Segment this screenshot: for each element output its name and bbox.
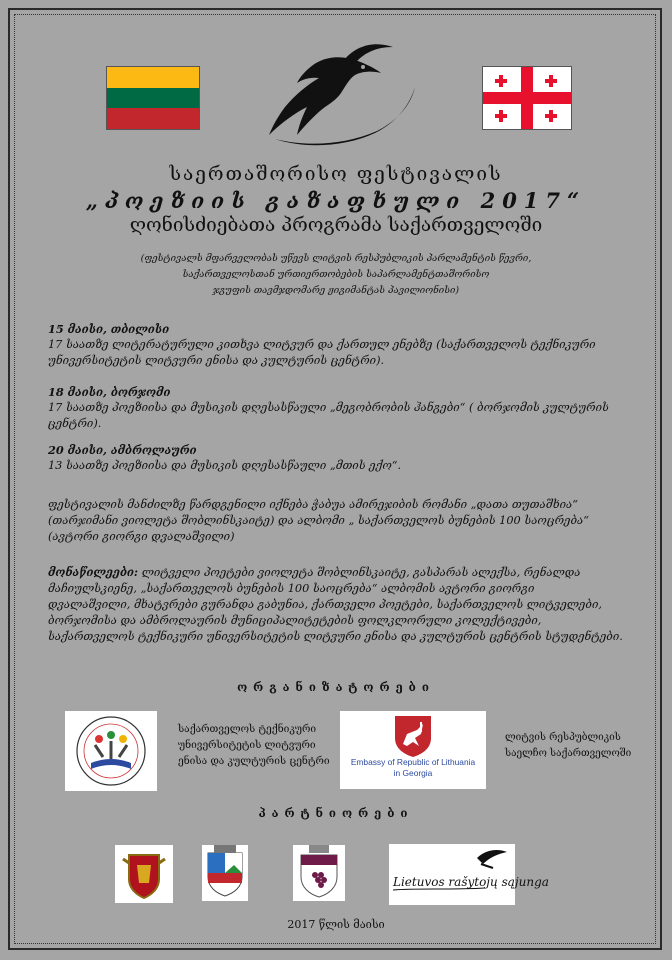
lithuania-flag — [106, 66, 200, 130]
flag-stripe-yellow — [107, 67, 199, 88]
flag-stripe-red — [107, 108, 199, 129]
vytis-coat-of-arms-icon — [393, 714, 433, 758]
writers-union-logo — [389, 844, 549, 905]
event-heading: 18 მაისი, ბორჯომი — [48, 385, 171, 399]
patronage-note: (ფესტივალს მფარველობას უწევს ლიტვის რესპუბლიკის პარლამენტის წევრი, საქართველოსთან ურთიერთობების საპარლამენტთაშორისო ჯგუფის თავმჯდომარე ჟიგიმანტას პავილიონისი) — [140, 253, 532, 296]
georgia-flag — [482, 66, 572, 130]
event-borjomi: 18 მაისი, ბორჯომი 17 საათზე პოეზიისა და მუსიკის დღესასწაული „მეგობრობის ჰანგები“ ( ბორჯომის კულტურის ცენტრი). — [48, 384, 638, 432]
book-presentation: ფესტივალის მანძილზე წარდგენილი იქნება ჭაბუა ამირეჯიბის რომანი „დათა თუთაშხია“ (თარჯიმანი ვიოლეტა შობლინსკაიტე) და ალბომი „ საქართველოს ბუნების 100 საოცრება“ (ავტორი გიორგი დვალაშვილი) — [48, 498, 589, 543]
svg-text:Lietuvos rašytojų sąjunga: Lietuvos rašytojų sąjunga — [393, 875, 549, 889]
event-heading: 20 მაისი, ამბროლაური — [48, 443, 197, 457]
flag-stripe-green — [107, 88, 199, 109]
partners-heading: პარტნიორები — [258, 806, 414, 820]
writers-union-signature — [389, 844, 549, 905]
footer-date: 2017 წლის მაისი — [287, 918, 385, 931]
organizer-university-text: საქართველოს ტექნიკური უნივერსიტეტის ლიტვური ენისა და კულტურის ცენტრი — [178, 724, 330, 767]
participants: მონაწილეები: ლიტველი პოეტები ვიოლეტა შობლინსკაიტე, გასპარას ალექსა, რენალდა მაჩიულსკიენე, „საქართველოს ბუნების 100 საოცრება“ ალბომის ავტორი გიორგი დვალაშვილი, მხატვრები გურანდა გაბუნია, ქართველი პოეტები, საქართველოს ლიტველები, ბორჯომისა და ამბროლაურის მუნიციპალიტეტების ფოლკლორული კოლექტივები, საქართველოს ტექნიკური უნივერსიტეტის ლიტვური ენისა და კულტურის ცენტრის სტუდენტები. — [48, 565, 623, 643]
festival-title: საერთაშორისო ფესტივალის — [169, 163, 503, 185]
event-ambrolauri: 20 მაისი, ამბროლაური 13 საათზე პოეზიისა და მუსიკის დღესასწაული „მთის ექო“. — [48, 442, 638, 474]
event-heading: 15 მაისი, თბილისი — [48, 322, 170, 336]
program-title: ღონისძიებათა პროგრამა საქართველოში — [129, 214, 543, 236]
embassy-logo: Embassy of Republic of Lithuania in Georgia — [340, 711, 486, 789]
festival-swallow-logo — [245, 35, 425, 155]
event-tbilisi: 15 მაისი, თბილისი 17 საათზე ლიტერატურული კითხვა ლიტვურ და ქართულ ენებზე (საქართველოს ტექნიკური უნივერსიტეტის ლიტვური ენისა და კულტურის ცენტრი). — [48, 321, 638, 369]
university-center-logo — [65, 711, 157, 791]
organizer-embassy-text: ლიტვის რესპუბლიკის საელჩო საქართველოში — [505, 732, 632, 759]
partner-borjomi-coat-of-arms — [202, 845, 248, 901]
organizers-heading: ორგანიზატორები — [237, 680, 435, 694]
partner-ambrolauri-coat-of-arms — [293, 845, 345, 901]
participants-label: მონაწილეები: — [48, 565, 139, 579]
festival-name: „პოეზიის გაზაფხული 2017“ — [85, 188, 587, 213]
partner-coat-of-arms-1 — [115, 845, 173, 903]
